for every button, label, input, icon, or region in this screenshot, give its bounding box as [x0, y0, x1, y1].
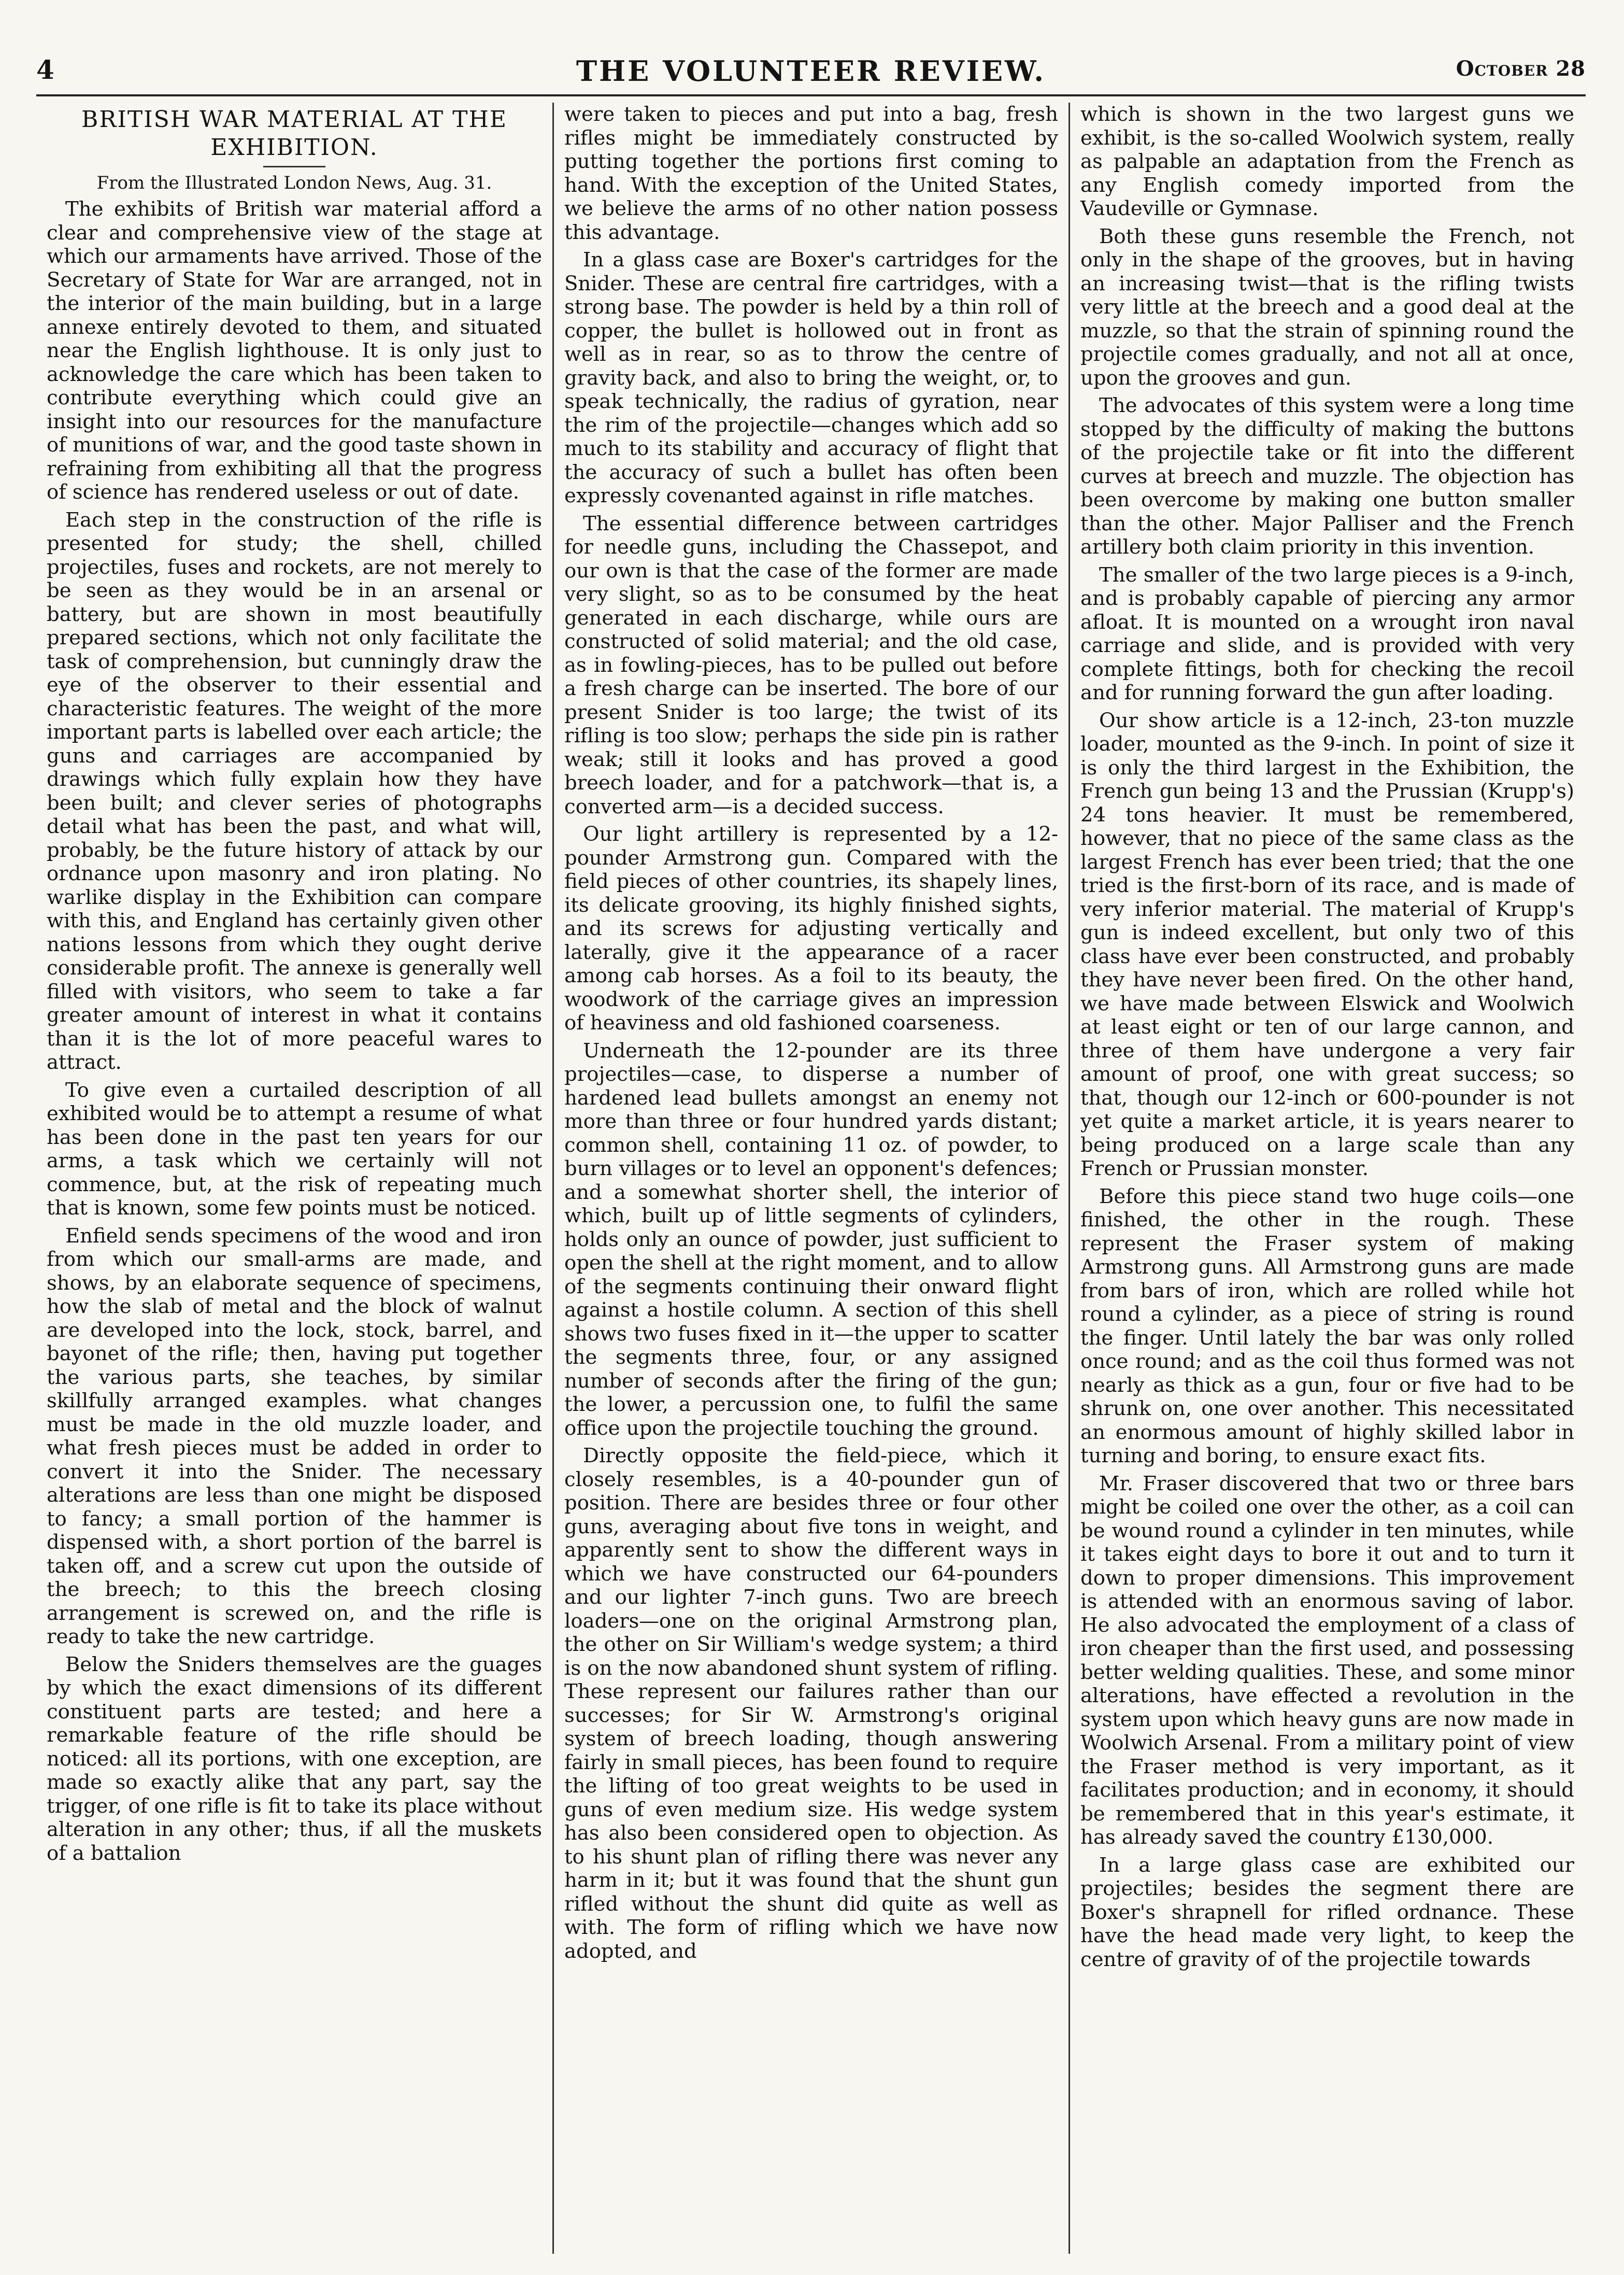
paragraph: Directly opposite the field-piece, which it closely resembles, is a 40-pounder gun of position. There are besides three or four other guns, averaging about five tons in weight, and apparently sent to show the different ways in which we have constructed our 64-pounders and our lighter 7-inch guns. Two are breech loaders—one on the original Armstrong plan, the other on Sir William's wedge system; a third is on the now abandoned shunt system of rifling. These represent our failures rather than our successes; for Sir W. Armstrong's original system of breech loading, though answering fairly in small pieces, has been found to require the lifting of too great weights to be used in guns of even medium size. His wedge system has also been considered open to objection. As to his shunt plan of rifling there was never any harm in it; but it was found that the shunt gun rifled without the shunt did quite as well as with. The form of rifling which we have now adopted, and [564, 1444, 1058, 1963]
paragraph: Our light artillery is represented by a 12-pounder Armstrong gun. Compared with the field pieces of other countries, its shapely lines, its delicate grooving, its highly finished sights, and its screws for adjusting vertically and laterally, give it the appearance of a racer among cab horses. As a foil to its beauty, the woodwork of the carriage gives an impression of heaviness and old fashioned coarseness. [564, 823, 1058, 1035]
paragraph: which is shown in the two largest guns we exhibit, is the so-called Woolwich system, really as palpable an adaptation from the French as any English comedy imported from the Vaudeville or Gymnase. [1080, 103, 1574, 220]
column-3 [1069, 103, 1585, 2254]
paragraph: The exhibits of British war material afford a clear and comprehensive view of the stage at which our armaments have arrived. Those of the Secretary of State for War are arranged, not in the interior of the main building, but in a large annexe entirely devoted to them, and situated near the English lighthouse. It is only just to acknowledge the care which has been taken to contribute everything which could give an insight into our resources for the manufacture of munitions of war, and the good taste shown in refraining from exhibiting all that the progress of science has rendered useless or out of date. [47, 197, 542, 504]
column-2 [552, 103, 1069, 2254]
paragraph: Enfield sends specimens of the wood and iron from which our small-arms are made, and shows, by an elaborate sequence of specimens, how the slab of metal and the block of walnut are developed into the lock, stock, barrel, and bayonet of the rifle; then, having put together the various parts, she teaches, by similar skillfully arranged examples. what changes must be made in the old muzzle loader, and what fresh pieces must be added in order to convert it into the Snider. The necessary alterations are less than one might be disposed to fancy; a small portion of the hammer is dispensed with, a short portion of the barrel is taken off, and a screw cut upon the outside of the breech; to this the breech closing arrangement is screwed on, and the rifle is ready to take the new cartridge. [47, 1224, 542, 1648]
paragraph: Both these guns resemble the French, not only in the shape of the grooves, but in having an increasing twist—that is the rifling twists very little at the breech and a good deal at the muzzle, so that the strain of spinning round the projectile comes gradually, and not all at once, upon the grooves and gun. [1080, 224, 1574, 390]
paragraph: In a large glass case are exhibited our projectiles; besides the segment there are Boxer's shrapnell for rifled ordnance. These have the head made very light, to keep the centre of gravity of of the projectile towards [1080, 1853, 1574, 1971]
header-rule [36, 94, 1586, 96]
paragraph: Before this piece stand two huge coils—one finished, the other in the rough. These represent the Fraser system of making Armstrong guns. All Armstrong guns are made from bars of iron, which are rolled while hot round a cylinder, as a piece of string is round the finger. Until lately the bar was only rolled once round; and as the coil thus formed was not nearly as thick as a gun, four or five had to be shrunk on, one over another. This necessitated an enormous amount of highly skilled labor in turning and boring, to ensure exact fits. [1080, 1184, 1574, 1467]
issue-date: October 28 [1456, 56, 1586, 81]
paragraph: In a glass case are Boxer's cartridges for the Snider. These are central fire cartridges, with a strong base. The powder is held by a thin roll of copper, the bullet is hollowed out in front as well as in rear, so as to throw the centre of gravity back, and also to bring the weight, or, to speak technically, the radius of gyration, near the rim of the projectile—changes which add so much to its stability and accuracy of flight that the accuracy of such a bullet has often been expressly covenanted against in rifle matches. [564, 248, 1058, 507]
page-number: 4 [36, 54, 54, 85]
article-columns [36, 103, 1586, 2254]
paragraph: Below the Sniders themselves are the guages by which the exact dimensions of its different constituent parts are tested; and here a remarkable feature of the rifle should be noticed: all its portions, with one exception, are made so exactly alike that any part, say the trigger, of one rifle is fit to take its place without alteration in any other; thus, if all the muskets of a battalion [47, 1652, 542, 1865]
article-source: From the Illustrated London News, Aug. 31. [96, 173, 492, 193]
title-divider [263, 166, 325, 167]
paragraph: Our show article is a 12-inch, 23-ton muzzle loader, mounted as the 9-inch. In point of size it is only the third largest in the Exhibition, the French gun being 13 and the Prussian (Krupp's) 24 tons heavier. It must be remembered, however, that no piece of the same class as the largest French has ever been tried; that the one tried is the first-born of its race, and is made of very inferior material. The material of Krupp's gun is indeed excellent, but only two of this class have ever been constructed, and probably they have never been fired. On the other hand, we have made between Elswick and Woolwich at least eight or ten of our large cannon, and three of them have undergone a very fair amount of proof, one with great success; so that, though our 12-inch or 600-pounder is not yet quite a market article, it is years nearer to being produced on a large scale than any French or Prussian monster. [1080, 709, 1574, 1180]
paragraph: were taken to pieces and put into a bag, fresh rifles might be immediately constructed by putting together the portions first coming to hand. With the exception of the United States, we believe the arms of no other nation possess this advantage. [564, 103, 1058, 244]
paragraph: Mr. Fraser discovered that two or three bars might be coiled one over the other, as a coil can be wound round a cylinder in ten minutes, while it takes eight days to bore it out and to turn it down to proper dimensions. This improvement is attended with an enormous saving of labor. He also advocated the employment of a class of iron cheaper than the first used, and possessing better welding qualities. These, and some minor alterations, have effected a revolution in the system upon which heavy guns are now made in Woolwich Arsenal. From a military point of view the Fraser method is very important, as it facilitates production; and in economy, it should be remembered that in this year's estimate, it has already saved the country £130,000. [1080, 1472, 1574, 1849]
paragraph: The smaller of the two large pieces is a 9-inch, and is probably capable of piercing any armor afloat. It is mounted on a wrought iron naval carriage and slide, and is provided with very complete fittings, both for checking the recoil and for running forward the gun after loading. [1080, 563, 1574, 704]
paragraph: The advocates of this system were a long time stopped by the difficulty of making the buttons of the projectile take or fit into the different curves at breech and muzzle. The objection has been overcome by making one button smaller than the other. Major Palliser and the French artillery both claim priority in this invention. [1080, 394, 1574, 559]
paragraph: Underneath the 12-pounder are its three projectiles—case, to disperse a number of hardened lead bullets amongst an enemy not more than three or four hundred yards distant; common shell, containing 11 oz. of powder, to burn villages or to level an opponent's defences; and a somewhat shorter shell, the interior of which, built up of little segments of cylinders, holds only an ounce of powder, just sufficient to open the shell at the right moment, and to allow of the segments continuing their onward flight against a hostile column. A section of this shell shows two fuses fixed in it—the upper to scatter the segments three, four, or any assigned number of seconds after the firing of the gun; the lower, a percussion one, to fulfil the same office upon the projectile touching the ground. [564, 1039, 1058, 1440]
paragraph: Each step in the construction of the rifle is presented for study; the shell, chilled projectiles, fuses and rockets, are not merely to be seen as they would be in an arsenal or battery, but are shown in most beautifully prepared sections, which not only facilitate the task of comprehension, but cunningly draw the eye of the observer to their essential and characteristic features. The weight of the more important parts is labelled over each article; the guns and carriages are accompanied by drawings which fully explain how they have been built; and clever series of photographs detail what has been the past, and what will, probably, be the future history of attack by our ordnance upon masonry and iron plating. No warlike display in the Exhibition can compare with this, and England has certainly given other nations lessons from which they ought derive considerable profit. The annexe is generally well filled with visitors, who seem to take a far greater amount of interest in what it contains than it is the lot of more peaceful wares to attract. [47, 508, 542, 1074]
column-1 [36, 103, 552, 2254]
paragraph: To give even a curtailed description of all exhibited would be to attempt a resume of what has been done in the past ten years for our arms, a task which we certainly will not commence, but, at the risk of repeating much that is known, some few points must be noticed. [47, 1078, 542, 1220]
masthead: THE VOLUNTEER REVIEW. [576, 54, 1046, 88]
paragraph: The essential difference between cartridges for needle guns, including the Chassepot, and our own is that the case of the former are made very slight, so as to be consumed by the heat generated in each discharge, while ours are constructed of solid material; and the old case, as in fowling-pieces, has to be pulled out before a fresh charge can be inserted. The bore of our present Snider is too large; the twist of its rifling is too slow; perhaps the side pin is rather weak; still it looks and has proved a good breech loader, and for a patchwork—that is, a converted arm—is a decided success. [564, 512, 1058, 818]
article-title: BRITISH WAR MATERIAL AT THE EXHIBITION. [81, 106, 507, 161]
